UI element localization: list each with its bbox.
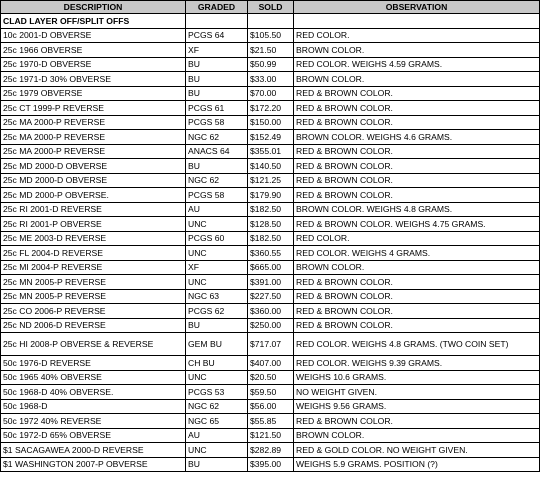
cell-sold: $121.25 <box>248 173 294 188</box>
cell-graded: UNC <box>186 370 248 385</box>
cell-observation: BROWN COLOR. <box>294 72 540 87</box>
cell-sold: $391.00 <box>248 275 294 290</box>
cell-observation: RED COLOR. WEIGHS 4.59 GRAMS. <box>294 57 540 72</box>
cell-description: 25c MD 2000-D OBVERSE <box>1 173 186 188</box>
cell-description: 50c 1972-D 65% OBVERSE <box>1 428 186 443</box>
cell-sold: $59.50 <box>248 385 294 400</box>
table-row <box>1 370 540 385</box>
cell-description: 25c HI 2008-P OBVERSE & REVERSE <box>1 333 186 356</box>
cell-sold: $179.90 <box>248 188 294 203</box>
cell-observation: RED COLOR. <box>294 28 540 43</box>
cell-graded: NGC 62 <box>186 130 248 145</box>
cell-observation: WEIGHS 5.9 GRAMS. POSITION (?) <box>294 457 540 472</box>
cell-description: 25c MN 2005-P REVERSE <box>1 275 186 290</box>
cell-graded: BU <box>186 457 248 472</box>
cell-observation: RED & BROWN COLOR. <box>294 159 540 174</box>
cell-description: 25c MD 2000-P OBVERSE. <box>1 188 186 203</box>
table-row <box>1 333 540 356</box>
cell-observation: RED & BROWN COLOR. <box>294 173 540 188</box>
table-row <box>1 414 540 429</box>
cell-sold: $360.55 <box>248 246 294 261</box>
cell-observation: RED COLOR. WEIGHS 4 GRAMS. <box>294 246 540 261</box>
cell-description: 50c 1968-D 40% OBVERSE. <box>1 385 186 400</box>
cell-description: 50c 1972 40% REVERSE <box>1 414 186 429</box>
cell-description: 10c 2001-D OBVERSE <box>1 28 186 43</box>
cell-graded: CH BU <box>186 356 248 371</box>
table-row <box>1 43 540 58</box>
cell-description: 25c MN 2005-P REVERSE <box>1 289 186 304</box>
cell-graded: AU <box>186 428 248 443</box>
table-row <box>1 115 540 130</box>
cell-description: 25c MA 2000-P REVERSE <box>1 130 186 145</box>
cell-description: 25c FL 2004-D REVERSE <box>1 246 186 261</box>
cell-observation: BROWN COLOR. <box>294 43 540 58</box>
cell-graded: PCGS 58 <box>186 188 248 203</box>
cell-graded: NGC 65 <box>186 414 248 429</box>
table-body <box>1 14 540 472</box>
cell-graded: GEM BU <box>186 333 248 356</box>
cell-graded: NGC 63 <box>186 289 248 304</box>
cell-sold: $33.00 <box>248 72 294 87</box>
cell-description: 50c 1968-D <box>1 399 186 414</box>
cell-description: 25c CO 2006-P REVERSE <box>1 304 186 319</box>
table-row <box>1 28 540 43</box>
cell-description: 25c MA 2000-P REVERSE <box>1 115 186 130</box>
table-row <box>1 188 540 203</box>
cell-graded: AU <box>186 202 248 217</box>
cell-observation: RED & BROWN COLOR. <box>294 289 540 304</box>
cell-sold: $172.20 <box>248 101 294 116</box>
cell-observation: BROWN COLOR. WEIGHS 4.8 GRAMS. <box>294 202 540 217</box>
table-row <box>1 101 540 116</box>
cell-sold: $121.50 <box>248 428 294 443</box>
table-row <box>1 202 540 217</box>
cell-observation: BROWN COLOR. <box>294 428 540 443</box>
table-row <box>1 217 540 232</box>
cell-graded: PCGS 62 <box>186 304 248 319</box>
table-row <box>1 356 540 371</box>
table-row <box>1 86 540 101</box>
cell-observation: RED COLOR. WEIGHS 9.39 GRAMS. <box>294 356 540 371</box>
cell-observation: WEIGHS 10.6 GRAMS. <box>294 370 540 385</box>
cell-sold: $56.00 <box>248 399 294 414</box>
cell-sold: $55.85 <box>248 414 294 429</box>
cell-observation: RED & BROWN COLOR. <box>294 115 540 130</box>
cell-graded: ANACS 64 <box>186 144 248 159</box>
table-row <box>1 457 540 472</box>
table-row <box>1 289 540 304</box>
cell-graded: BU <box>186 57 248 72</box>
cell-sold: $355.01 <box>248 144 294 159</box>
cell-sold: $717.07 <box>248 333 294 356</box>
cell-observation: RED & BROWN COLOR. <box>294 101 540 116</box>
cell-observation: WEIGHS 9.56 GRAMS. <box>294 399 540 414</box>
cell-observation: RED & BROWN COLOR. <box>294 86 540 101</box>
cell-sold: $282.89 <box>248 443 294 458</box>
cell-sold: $250.00 <box>248 318 294 333</box>
cell-description: 25c 1971-D 30% OBVERSE <box>1 72 186 87</box>
table-row <box>1 144 540 159</box>
cell-observation: BROWN COLOR. <box>294 260 540 275</box>
cell-description: 25c ME 2003-D REVERSE <box>1 231 186 246</box>
cell-observation: NO WEIGHT GIVEN. <box>294 385 540 400</box>
cell-description: 25c 1966 OBVERSE <box>1 43 186 58</box>
cell-graded: PCGS 64 <box>186 28 248 43</box>
cell-graded: PCGS 58 <box>186 115 248 130</box>
cell-observation: RED & BROWN COLOR. WEIGHS 4.75 GRAMS. <box>294 217 540 232</box>
cell-description: 25c RI 2001-P OBVERSE <box>1 217 186 232</box>
cell-description: $1 WASHINGTON 2007-P OBVERSE <box>1 457 186 472</box>
cell-sold: $152.49 <box>248 130 294 145</box>
header-sold: SOLD <box>248 1 294 14</box>
cell-observation: RED & BROWN COLOR. <box>294 144 540 159</box>
cell-graded: XF <box>186 43 248 58</box>
cell-observation: RED & BROWN COLOR. <box>294 414 540 429</box>
cell-graded: NGC 62 <box>186 399 248 414</box>
cell-graded: NGC 62 <box>186 173 248 188</box>
cell-graded: UNC <box>186 275 248 290</box>
cell-graded: UNC <box>186 246 248 261</box>
cell-sold: $105.50 <box>248 28 294 43</box>
section-title: CLAD LAYER OFF/SPLIT OFFS <box>1 14 186 29</box>
cell-graded: PCGS 61 <box>186 101 248 116</box>
cell-graded: BU <box>186 86 248 101</box>
cell-observation: RED & BROWN COLOR. <box>294 188 540 203</box>
table-row <box>1 246 540 261</box>
cell-description: 25c MD 2000-D OBVERSE <box>1 159 186 174</box>
cell-graded: PCGS 53 <box>186 385 248 400</box>
cell-sold: $150.00 <box>248 115 294 130</box>
header-observation: OBSERVATION <box>294 1 540 14</box>
section-row <box>1 14 540 29</box>
cell-sold: $227.50 <box>248 289 294 304</box>
cell-sold: $182.50 <box>248 202 294 217</box>
cell-graded: UNC <box>186 217 248 232</box>
cell-observation: RED & BROWN COLOR. <box>294 275 540 290</box>
cell-observation: RED & GOLD COLOR. NO WEIGHT GIVEN. <box>294 443 540 458</box>
cell-graded: BU <box>186 72 248 87</box>
cell-sold: $20.50 <box>248 370 294 385</box>
cell-description: 25c 1979 OBVERSE <box>1 86 186 101</box>
cell-observation: RED COLOR. WEIGHS 4.8 GRAMS. (TWO COIN SET) <box>294 333 540 356</box>
table-row <box>1 443 540 458</box>
cell-sold: $70.00 <box>248 86 294 101</box>
table-row <box>1 130 540 145</box>
table-row <box>1 385 540 400</box>
cell-description: $1 SACAGAWEA 2000-D REVERSE <box>1 443 186 458</box>
cell-description: 25c RI 2001-D REVERSE <box>1 202 186 217</box>
cell-graded: UNC <box>186 443 248 458</box>
cell-sold: $395.00 <box>248 457 294 472</box>
cell-description: 25c MA 2000-P REVERSE <box>1 144 186 159</box>
cell-graded: BU <box>186 318 248 333</box>
table-row <box>1 159 540 174</box>
cell-sold: $182.50 <box>248 231 294 246</box>
cell-sold: $50.99 <box>248 57 294 72</box>
cell-observation: BROWN COLOR. WEIGHS 4.6 GRAMS. <box>294 130 540 145</box>
cell-sold: $21.50 <box>248 43 294 58</box>
table-row <box>1 57 540 72</box>
cell-description: 50c 1965 40% OBVERSE <box>1 370 186 385</box>
header-row <box>1 1 540 14</box>
table-row <box>1 399 540 414</box>
cell-graded: PCGS 60 <box>186 231 248 246</box>
table-row <box>1 260 540 275</box>
cell-description: 25c MI 2004-P REVERSE <box>1 260 186 275</box>
cell-description: 50c 1976-D REVERSE <box>1 356 186 371</box>
cell-observation: RED COLOR. <box>294 231 540 246</box>
cell-description: 25c CT 1999-P REVERSE <box>1 101 186 116</box>
cell-observation: RED & BROWN COLOR. <box>294 304 540 319</box>
cell-sold: $665.00 <box>248 260 294 275</box>
header-description: DESCRIPTION <box>1 1 186 14</box>
cell-sold: $407.00 <box>248 356 294 371</box>
table-row <box>1 72 540 87</box>
cell-graded: BU <box>186 159 248 174</box>
cell-description: 25c ND 2006-D REVERSE <box>1 318 186 333</box>
cell-sold: $360.00 <box>248 304 294 319</box>
cell-sold: $140.50 <box>248 159 294 174</box>
table-row <box>1 231 540 246</box>
table-row <box>1 275 540 290</box>
table-row <box>1 304 540 319</box>
cell-observation: RED & BROWN COLOR. <box>294 318 540 333</box>
cell-sold: $128.50 <box>248 217 294 232</box>
cell-graded: XF <box>186 260 248 275</box>
table-row <box>1 428 540 443</box>
table-row <box>1 173 540 188</box>
header-graded: GRADED <box>186 1 248 14</box>
cell-description: 25c 1970-D OBVERSE <box>1 57 186 72</box>
table-row <box>1 318 540 333</box>
